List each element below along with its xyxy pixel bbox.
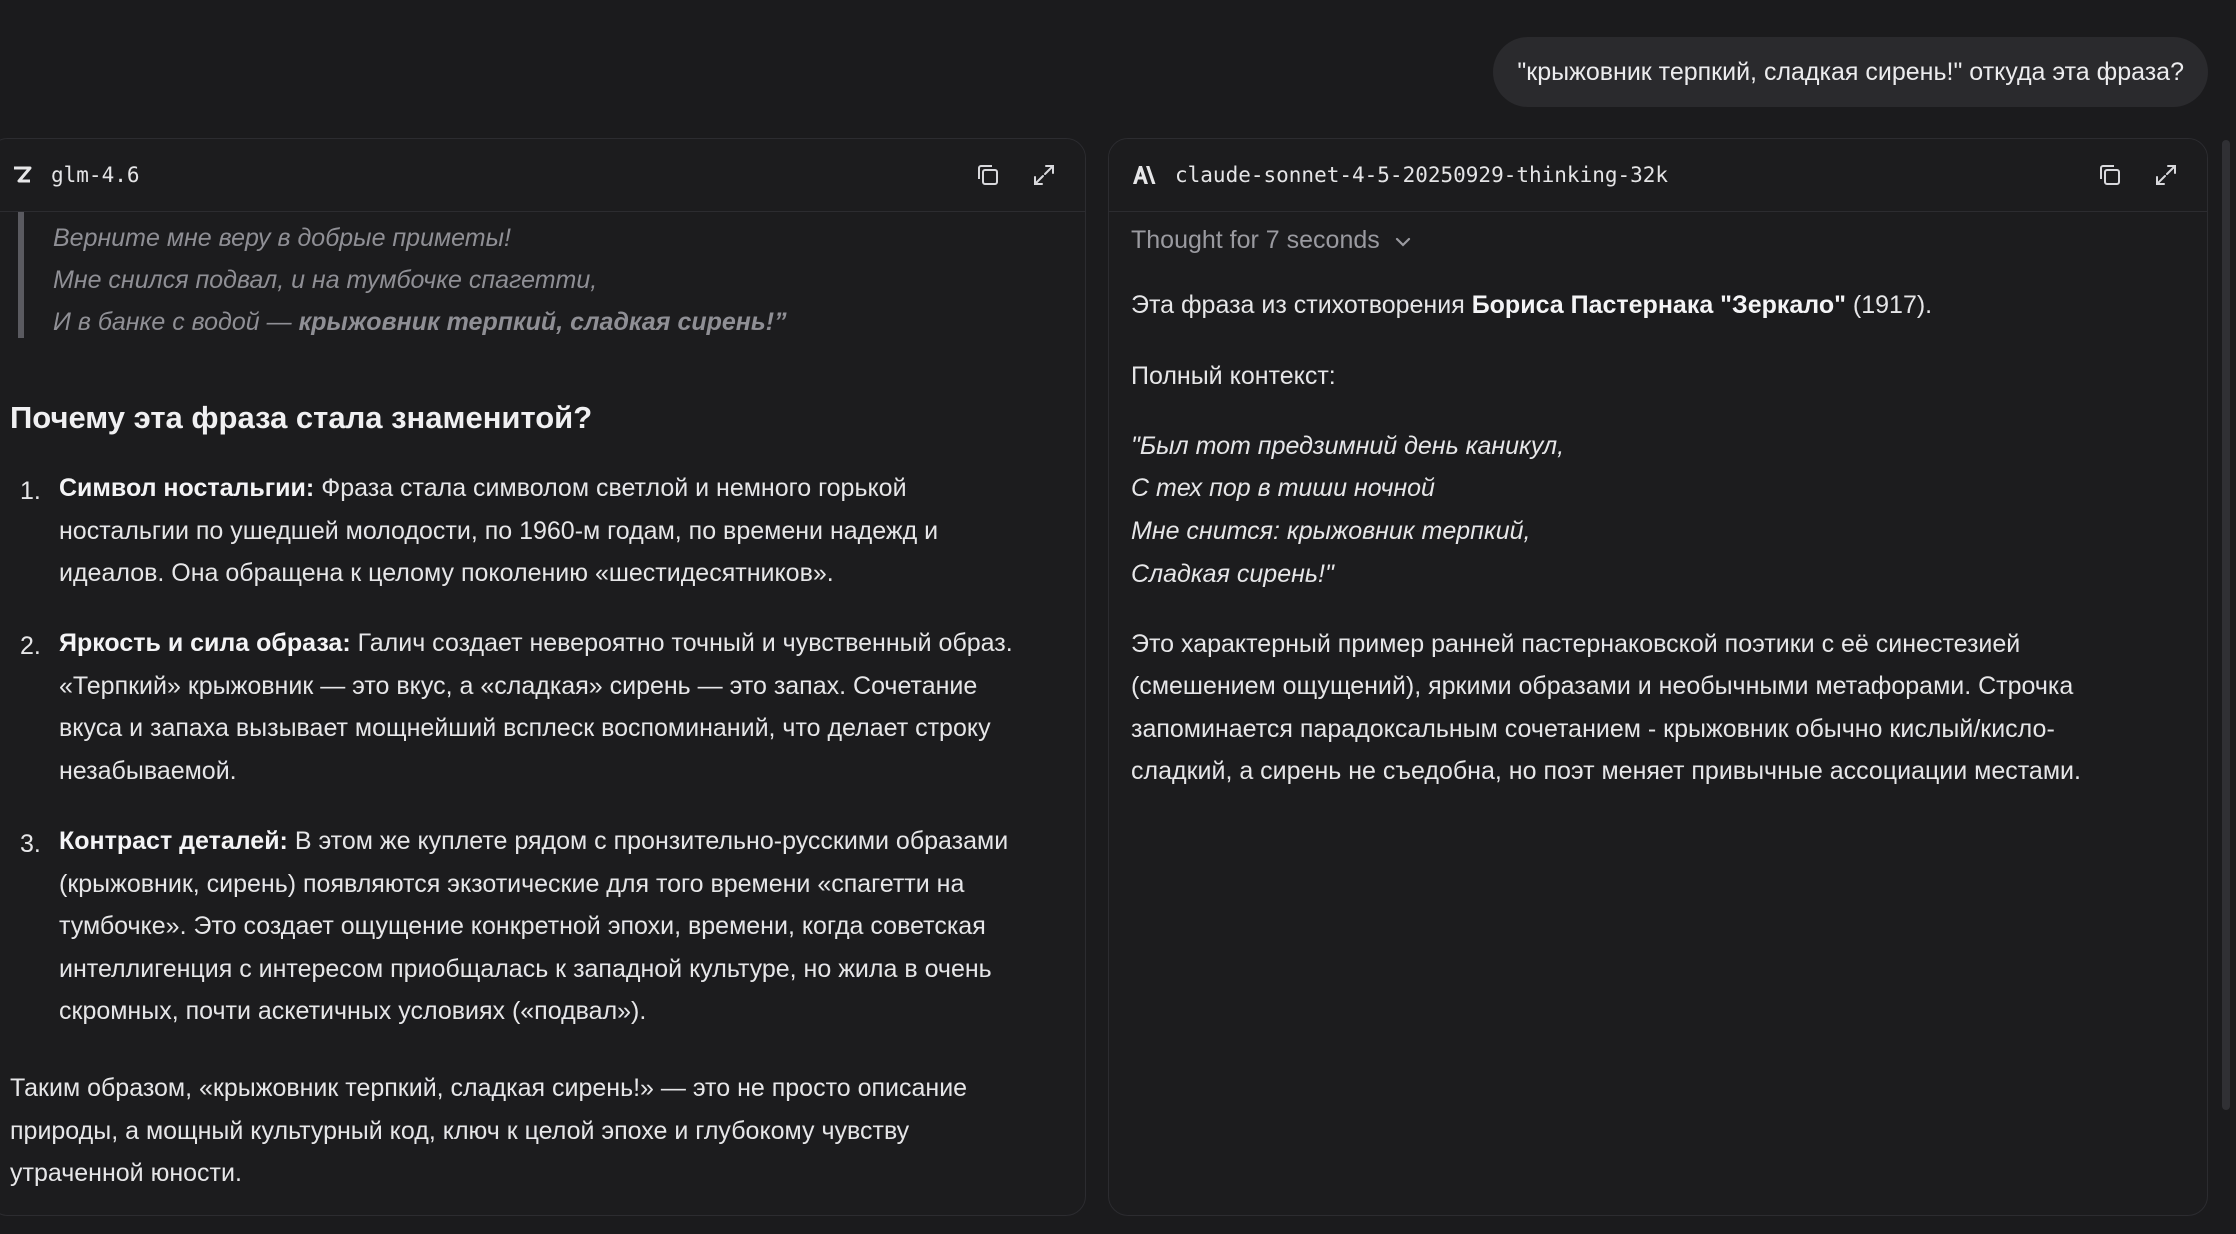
quote-line: Мне снился подвал, и на тумбочке спагетти,	[53, 266, 598, 294]
analysis-line: (смешением ощущений), яркими образами и необычными метафорами. Строчка	[1131, 672, 2074, 700]
quote-line: Верните мне веру в добрые приметы!	[53, 224, 511, 252]
thought-toggle[interactable]: Thought for 7 seconds	[1131, 226, 1412, 255]
blockquote	[18, 212, 1024, 338]
list-number: 1.	[20, 477, 41, 505]
response-panel-claude	[1108, 138, 2208, 1216]
panel-body	[1109, 212, 2207, 1215]
copy-icon[interactable]	[2095, 160, 2125, 190]
panel-header	[0, 139, 1085, 212]
poem-line: Сладкая сирень!"	[1131, 560, 1334, 588]
response-panel-glm	[0, 138, 1086, 1216]
list-item: Символ ностальгии: Фраза стала символом светлой и немного горькой ностальгии по ушедшей молодости, по 1960-м годам, по времени надежд и идеалов. Она обращена к целому поколению «шестидесятников».	[59, 474, 939, 587]
list-number: 3.	[20, 830, 41, 858]
chevron-down-icon	[1394, 226, 1412, 255]
analysis-line: запоминается парадоксальным сочетанием - крыжовник обычно кислый/кисло-	[1131, 715, 2055, 743]
user-message-bubble: "крыжовник терпкий, сладкая сирень!" откуда эта фраза?	[1493, 37, 2208, 107]
intro-line: Эта фраза из стихотворения Бориса Пастернака "Зеркало" (1917).	[1131, 291, 1933, 319]
context-label: Полный контекст:	[1131, 362, 1336, 390]
list-item: Яркость и сила образа: Галич создает невероятно точный и чувственный образ. «Терпкий» крыжовник — это вкус, а «сладкая» сирень — это запах. Сочетание вкуса и запаха вызывает мощнейший всплеск воспоминаний, что делает строку незабываемой.	[59, 629, 1013, 785]
panel-header	[1109, 139, 2207, 212]
analysis-line: Это характерный пример ранней пастернаковской поэтики с её синестезией	[1131, 630, 2021, 658]
poem-line: "Был тот предзимний день каникул,	[1131, 432, 1565, 460]
list-item: Контраст деталей: В этом же куплете рядом с пронзительно-русскими образами (крыжовник, сирень) появляются экзотические для того времени «спагетти на тумбочке». Это создает ощущение конкретной эпохи, времени, когда советская интеллигенция с интересом приобщалась к западной культуре, но жила в очень скромных, почти аскетичных условиях («подвал»).	[59, 827, 1009, 1025]
expand-icon[interactable]	[2151, 160, 2181, 190]
panel-body	[0, 212, 1085, 1215]
list-number: 2.	[20, 632, 41, 660]
copy-icon[interactable]	[973, 160, 1003, 190]
poem-line: С тех пор в тиши ночной	[1131, 474, 1435, 502]
list-item-title: Яркость и сила образа:	[59, 629, 351, 657]
quote-line: И в банке с водой — крыжовник терпкий, сладкая сирень!”	[53, 308, 787, 336]
analysis-line: сладкий, а сирень не съедобна, но поэт меняет привычные ассоциации местами.	[1131, 757, 2081, 785]
list-item-title: Символ ностальгии:	[59, 474, 315, 502]
z-logo-icon	[11, 164, 33, 186]
conclusion-paragraph: Таким образом, «крыжовник терпкий, сладкая сирень!» — это не просто описание природы, а мощный культурный код, ключ к целой эпохе и глубокому чувству утраченной юности.	[10, 1074, 968, 1187]
page-scrollbar[interactable]	[2222, 140, 2230, 1110]
expand-icon[interactable]	[1029, 160, 1059, 190]
section-heading: Почему эта фраза стала знаменитой?	[10, 400, 593, 435]
model-name: glm-4.6	[51, 163, 140, 187]
model-name: claude-sonnet-4-5-20250929-thinking-32k	[1175, 163, 1669, 187]
list-item-title: Контраст деталей:	[59, 827, 288, 855]
poem-line: Мне снится: крыжовник терпкий,	[1131, 517, 1531, 545]
anthropic-logo-icon	[1131, 164, 1157, 186]
